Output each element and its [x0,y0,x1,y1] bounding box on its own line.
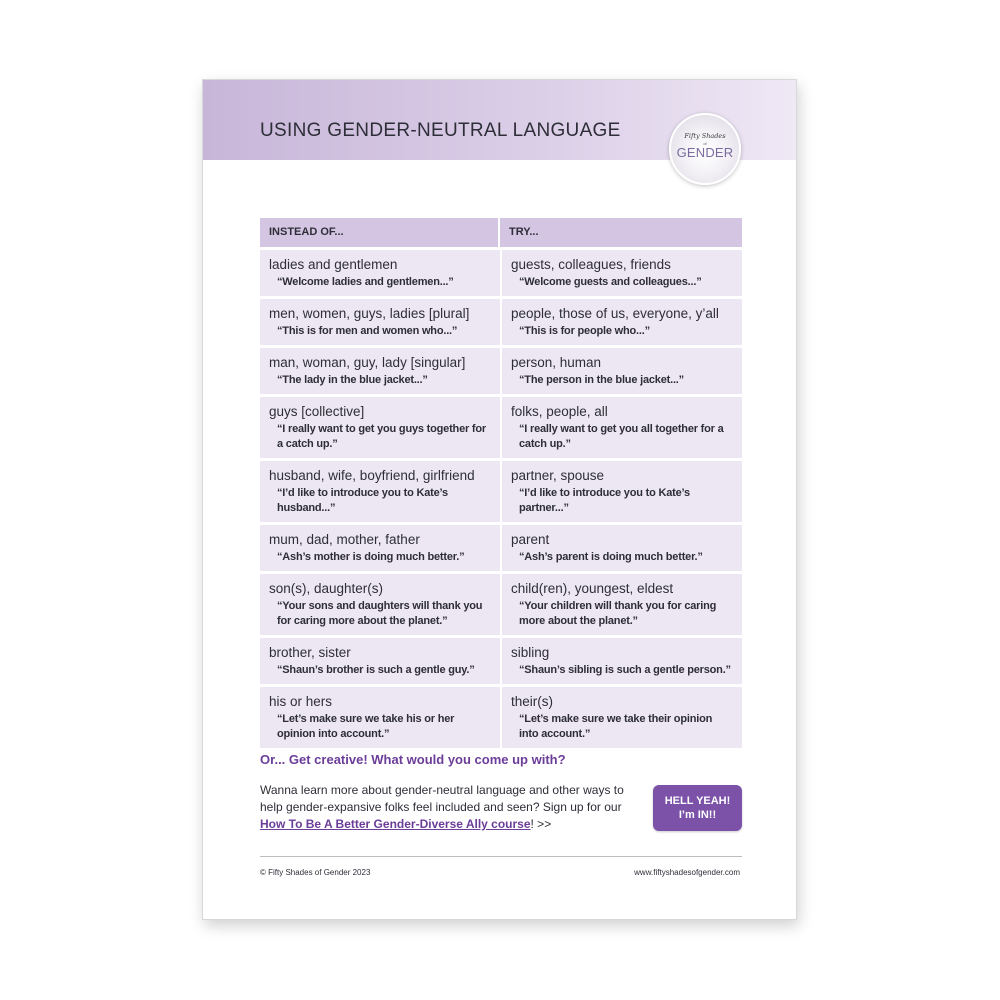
table-row [260,397,742,458]
instead-term: man, woman, guy, lady [singular] [269,355,466,370]
try-term: child(ren), youngest, eldest [511,581,674,596]
try-term: sibling [511,645,550,660]
instead-cell [260,299,500,345]
try-example: “This is for people who...” [519,325,650,337]
try-example: “Let’s make sure we take their opinion into account.” [519,713,713,740]
footer-divider [260,856,742,857]
footer-copyright: © Fifty Shades of Gender 2023 [260,868,371,877]
creative-prompt: Or... Get creative! What would you come up with? [260,752,566,767]
try-term: parent [511,532,550,547]
document-page [202,79,797,920]
instead-cell [260,638,500,684]
table-row [260,348,742,394]
instead-example: “Your sons and daughters will thank you for caring more about the planet.” [277,600,483,627]
logo-top-text: Fifty Shades [684,132,726,140]
try-term: their(s) [511,694,554,709]
table-header [260,218,742,247]
try-example: “The person in the blue jacket...” [519,374,684,386]
instead-term: guys [collective] [269,404,365,419]
try-cell [502,687,742,748]
instead-cell [260,348,500,394]
instead-term: his or hers [269,694,333,709]
try-term: partner, spouse [511,468,605,483]
instead-example: “Shaun’s brother is such a gentle guy.” [277,664,475,676]
instead-cell [260,250,500,296]
instead-cell [260,687,500,748]
signup-button-line2: I’m IN!! [678,809,717,821]
instead-term: husband, wife, boyfriend, girlfriend [269,468,475,483]
table-row [260,461,742,522]
promo-text-after: ! >> [530,817,552,831]
try-example: “Welcome guests and colleagues...” [519,276,702,288]
try-term: folks, people, all [511,404,608,419]
try-cell [502,461,742,522]
footer-website[interactable]: www.fiftyshadesofgender.com [634,868,740,877]
course-promo-text [260,782,640,833]
try-example: “Ash’s parent is doing much better.” [519,551,703,563]
instead-example: “The lady in the blue jacket...” [277,374,428,386]
try-term: guests, colleagues, friends [511,257,671,272]
instead-term: ladies and gentlemen [269,257,398,272]
try-example: “Your children will thank you for caring more about the planet.” [519,600,717,627]
signup-button[interactable] [653,785,742,831]
try-term: people, those of us, everyone, y’all [511,306,719,321]
table-row [260,638,742,684]
instead-term: son(s), daughter(s) [269,581,384,596]
try-cell [502,525,742,571]
try-term: person, human [511,355,602,370]
header-instead-of: INSTEAD OF... [260,218,500,247]
table-row [260,687,742,748]
logo-of-text: of [703,141,707,146]
try-cell [502,574,742,635]
brand-logo [669,113,741,185]
language-table [260,218,742,751]
course-link[interactable]: How To Be A Better Gender-Diverse Ally course [260,817,531,831]
logo-main-text: GENDER [676,145,734,160]
try-example: “I really want to get you all together for a catch up.” [519,423,724,450]
instead-cell [260,525,500,571]
try-cell [502,250,742,296]
table-row [260,574,742,635]
table-row [260,525,742,571]
instead-cell [260,461,500,522]
instead-example: “I’d like to introduce you to Kate’s husband...” [277,487,448,514]
instead-example: “I really want to get you guys together for a catch up.” [277,423,486,450]
try-cell [502,397,742,458]
instead-cell [260,574,500,635]
instead-term: mum, dad, mother, father [269,532,420,547]
try-example: “I’d like to introduce you to Kate’s partner...” [519,487,690,514]
instead-term: brother, sister [269,645,351,660]
try-example: “Shaun’s sibling is such a gentle person.” [519,664,731,676]
table-row [260,299,742,345]
header-try: TRY... [509,226,539,238]
signup-button-line1: HELL YEAH! [664,795,731,807]
instead-cell [260,397,500,458]
instead-example: “Ash’s mother is doing much better.” [277,551,465,563]
try-cell [502,299,742,345]
try-cell [502,638,742,684]
try-cell [502,348,742,394]
instead-example: “Let’s make sure we take his or her opinion into account.” [277,713,455,740]
instead-example: “This is for men and women who...” [277,325,458,337]
instead-example: “Welcome ladies and gentlemen...” [277,276,454,288]
page-title: USING GENDER-NEUTRAL LANGUAGE [260,120,621,141]
instead-term: men, women, guys, ladies [plural] [269,306,470,321]
promo-text-before: Wanna learn more about gender-neutral language and other ways to help gender-expansive folks feel included and seen? Sign up for our [260,783,624,814]
table-row [260,250,742,296]
